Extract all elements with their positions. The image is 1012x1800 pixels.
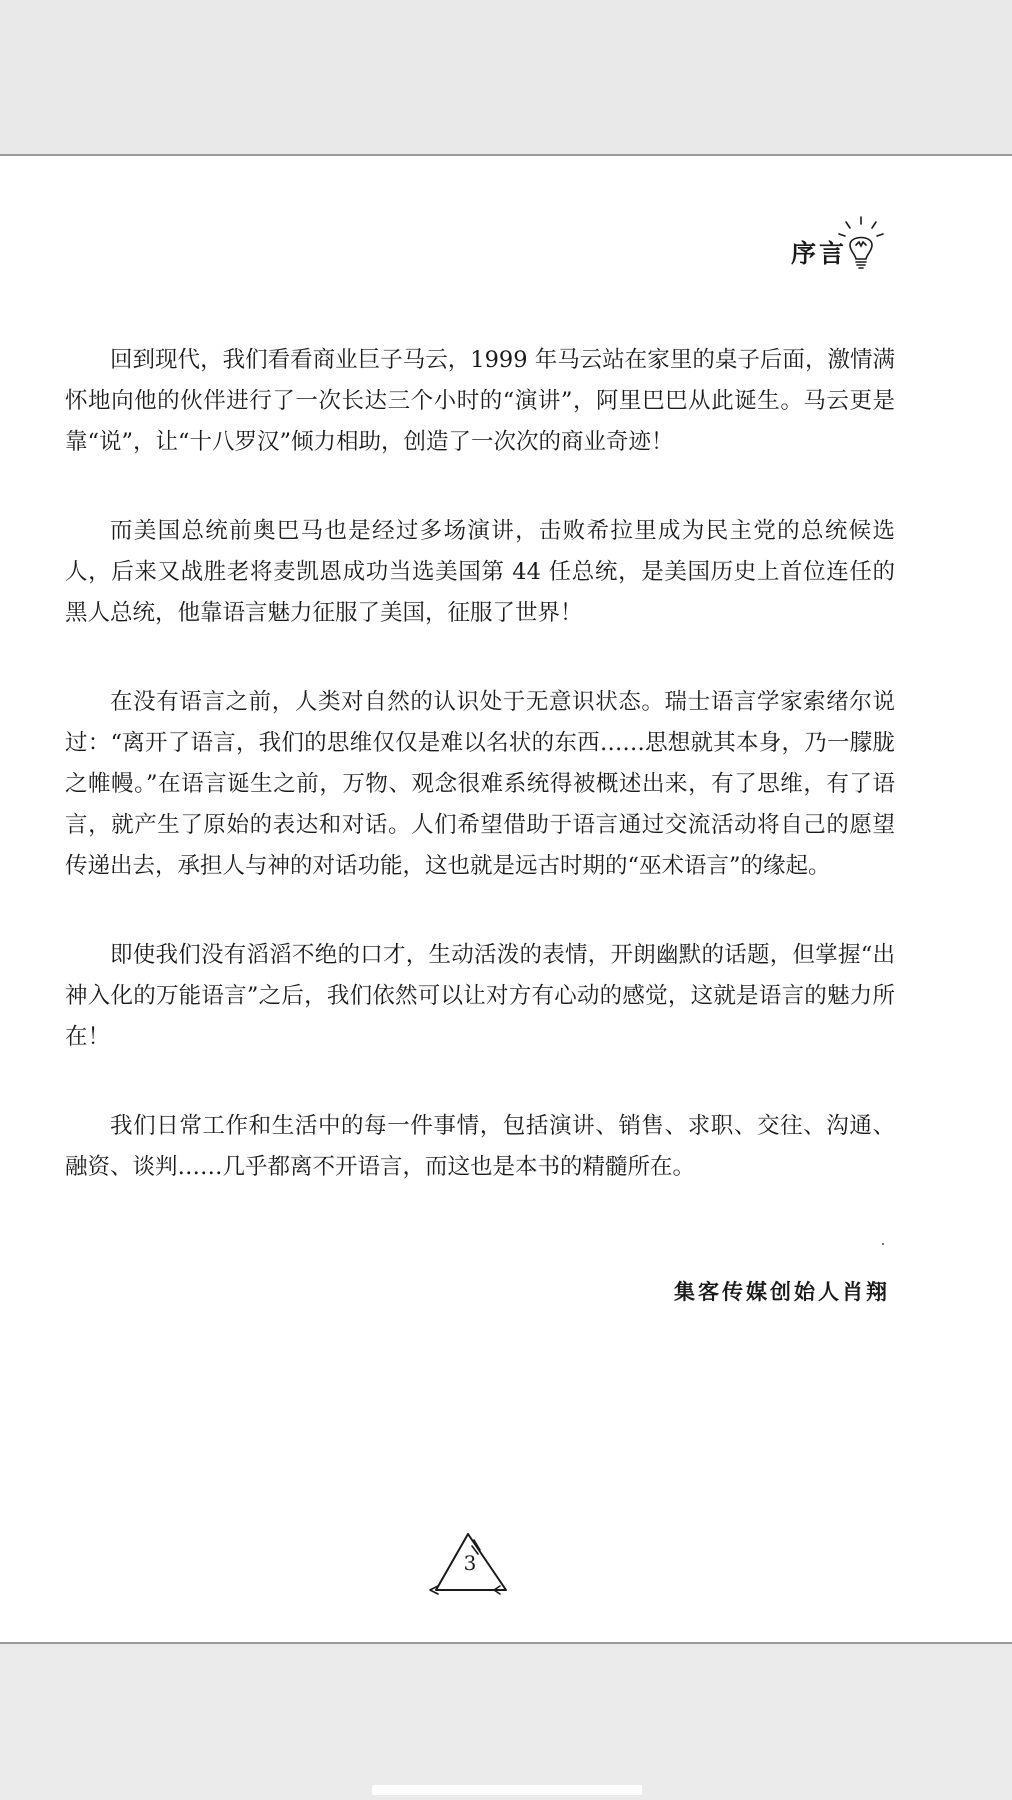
- print-speck: [882, 1243, 884, 1245]
- paragraph: 我们日常工作和生活中的每一件事情，包括演讲、销售、求职、交往、沟通、融资、谈判……几乎都离不开语言，而这也是本书的精髓所在。: [65, 1113, 895, 1180]
- paragraph: 即使我们没有滔滔不绝的口才，生动活泼的表情，开朗幽默的话题，但掌握“出神入化的万能语言”之后，我们依然可以让对方有心动的感觉，这就是语言的魅力所在！: [65, 942, 895, 1050]
- preface-body: [65, 340, 895, 1236]
- section-label: 序言: [790, 239, 847, 268]
- paragraph: 在没有语言之前，人类对自然的认识处于无意识状态。瑞士语言学家索绪尔说过：“离开了语言，我们的思维仅仅是难以名状的东西……思想就其本身，乃一朦胧之帷幔。”在语言诞生之前，万物、观念很难系统得被概述出来，有了思维，有了语言，就产生了原始的表达和对话。人们希望借助于语言通过交流活动将自己的愿望传递出去，承担人与神的对话功能，这也就是远古时期的“巫术语言”的缘起。: [65, 689, 895, 879]
- author-signature: 集客传媒创始人肖翔: [674, 1279, 890, 1304]
- viewer-top-band: [0, 0, 1012, 153]
- home-indicator[interactable]: [372, 1785, 642, 1795]
- viewer-bottom-band: [0, 1646, 1012, 1800]
- page-number: 3: [463, 1551, 477, 1575]
- lightbulb-icon: [836, 215, 886, 271]
- paragraph: 而美国总统前奥巴马也是经过多场演讲，击败希拉里成为民主党的总统候选人，后来又战胜老将麦凯恩成功当选美国第 44 任总统，是美国历史上首位连任的黑人总统，他靠语言魅力征服了美国，征服了世界！: [65, 518, 895, 626]
- paragraph: 回到现代，我们看看商业巨子马云，1999 年马云站在家里的桌子后面，激情满怀地向他的伙伴进行了一次长达三个小时的“演讲”，阿里巴巴从此诞生。马云更是靠“说”，让“十八罗汉”倾力相助，创造了一次次的商业奇迹！: [65, 347, 895, 455]
